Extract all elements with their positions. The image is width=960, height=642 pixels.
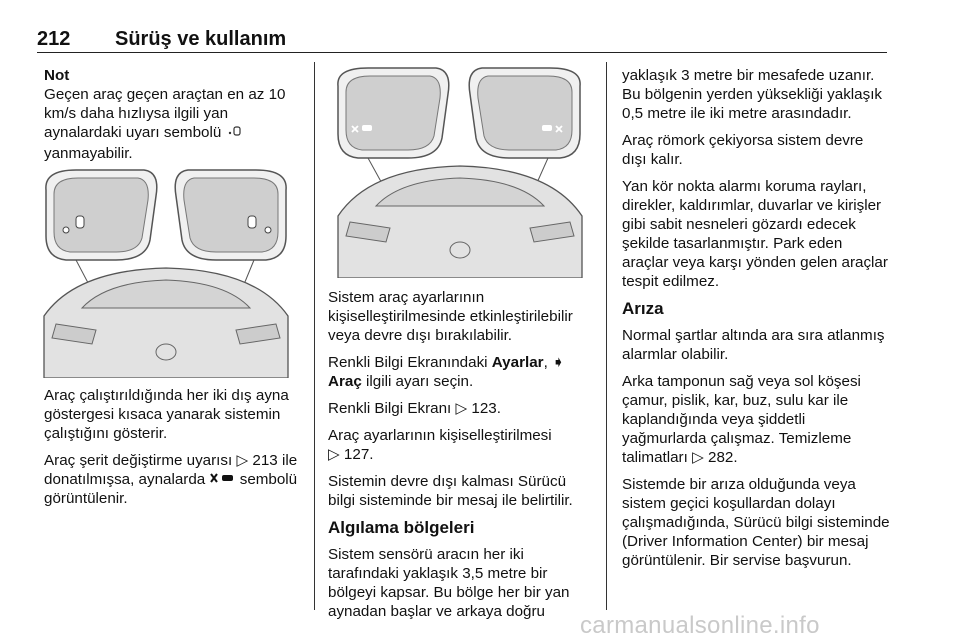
note-box <box>44 66 302 163</box>
paragraph-deactivation: Sistemin devre dışı kalması Sürücü bilgi sisteminde bir mesaj ile belirtilir. <box>328 473 573 509</box>
paragraph-display-ref: Renkli Bilgi Ekranı ▷ 123. <box>328 400 501 417</box>
heading-detection-zones: Algılama bölgeleri <box>328 518 475 537</box>
note-text: Geçen araç geçen araçtan en az 10 km/s daha hızlıysa ilgili yan aynalardaki uyarı sembolü <box>44 86 286 141</box>
lane-change-warning-icon <box>209 471 239 488</box>
page-reference-link[interactable]: 127. <box>343 446 374 463</box>
column-3 <box>622 66 890 578</box>
page-reference-link[interactable]: 123. <box>471 400 501 417</box>
heading-fault: Arıza <box>622 299 664 318</box>
reference-arrow-icon: ▷ <box>236 452 249 469</box>
paragraph-trailer: Araç römork çekiyorsa sistem devre dışı kalır. <box>622 132 864 168</box>
mirror-illustration-right <box>328 66 590 278</box>
paragraph-zone-height: yaklaşık 3 metre bir mesafede uzanır. Bu bölgenin yerden yüksekliği yaklaşık 0,5 metre ile iki metre arasındadır. <box>622 67 883 122</box>
blind-spot-warning-icon <box>226 129 242 140</box>
watermark: carmanualsonline.info <box>580 612 820 639</box>
paragraph-bumper-dirt: Arka tamponun sağ veya sol köşesi çamur, pislik, kar, buz, sulu kar ile kaplandığında veya şiddetli yağmurlarda çalışmaz. Temizleme talimatları ▷ 282. <box>622 373 861 466</box>
paragraph-static-objects: Yan kör nokta alarmı koruma rayları, direkler, kaldırımlar, duvarlar ve kirişler gibi sabit nesneleri gözardı edecek şekilde tasarlanmıştır. Park eden araçlar veya karşı yönden gelen araçlar tespit edilmez. <box>622 178 888 290</box>
note-text-end: yanmayabilir. <box>44 145 133 162</box>
column-1 <box>44 66 302 507</box>
reference-arrow-icon: ▷ <box>455 400 468 417</box>
reference-arrow-icon: ▷ <box>328 446 340 463</box>
menu-arrow-icon: ➧ <box>552 354 565 371</box>
paragraph-lane-change: Araç şerit değiştirme uyarısı ▷ 213 ile donatılmışsa, aynalarda sembolü görüntülenir. <box>44 452 298 507</box>
paragraph-startup: Araç çalıştırıldığında her iki dış ayna göstergesi kısaca yanarak sistemin çalıştığını gösterir. <box>44 387 289 442</box>
paragraph-sensor-range: Sistem sensörü aracın her iki tarafındaki yaklaşık 3,5 metre bir bölgeyi kapsar. Bu bölge her bir yan aynadan başlar ve arkaya doğru <box>328 546 570 620</box>
paragraph-personalization-ref: Araç ayarlarının kişiselleştirilmesi ▷ 127. <box>328 427 552 463</box>
page-number: 212 <box>37 28 71 50</box>
menu-item-arac: Araç <box>328 373 362 390</box>
page-reference-link[interactable]: 282. <box>708 449 738 466</box>
paragraph-missed-alarms: Normal şartlar altında ara sıra atlanmış alarmlar olabilir. <box>622 327 885 363</box>
note-title: Not <box>44 67 70 84</box>
page-header <box>37 28 887 53</box>
column-divider-1 <box>314 62 315 610</box>
menu-item-ayarlar: Ayarlar <box>491 354 544 371</box>
reference-arrow-icon: ▷ <box>692 449 704 466</box>
paragraph-menu-path: Renkli Bilgi Ekranındaki Ayarlar, ➧ Araç ilgili ayarı seçin. <box>328 354 565 390</box>
mirror-illustration-left <box>36 166 296 378</box>
paragraph-settings: Sistem araç ayarlarının kişiselleştirilmesinde etkinleştirilebilir veya devre dışı bırakılabilir. <box>328 289 573 344</box>
paragraph-malfunction: Sistemde bir arıza olduğunda veya sistem geçici koşullardan dolayı çalışmadığında, Sürücü bilgi sisteminde (Driver Information Center) bir mesaj görüntülenir. Bir servise başvurun. <box>622 476 890 569</box>
column-divider-2 <box>606 62 607 610</box>
section-title: Sürüş ve kullanım <box>115 28 287 50</box>
page-reference-link[interactable]: 213 <box>252 452 278 469</box>
